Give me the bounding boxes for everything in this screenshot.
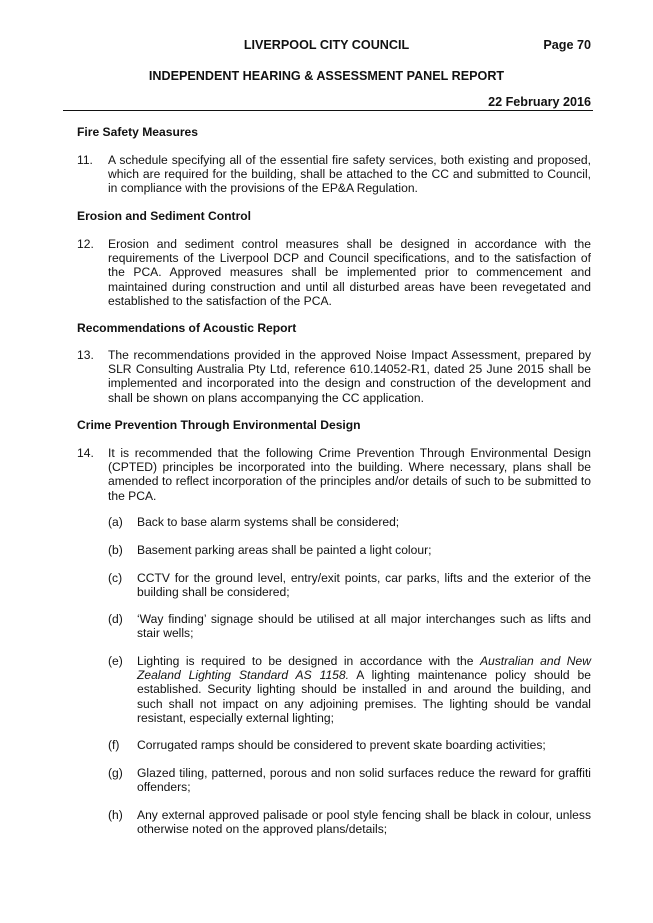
report-date: 22 February 2016 (488, 95, 591, 109)
sub-item-text: Glazed tiling, patterned, porous and non solid surfaces reduce the reward for graffiti offenders; (137, 766, 591, 795)
sub-item-letter: (f) (108, 738, 120, 752)
sub-item-letter: (e) (108, 654, 123, 668)
header-divider (63, 110, 593, 111)
sub-item-letter: (c) (108, 571, 123, 585)
section-heading-acoustic: Recommendations of Acoustic Report (77, 321, 297, 335)
sub-item-letter: (g) (108, 766, 123, 780)
sub-item-letter: (d) (108, 612, 123, 626)
lighting-text-start: Lighting is required to be designed in accordance with the (137, 654, 480, 668)
lighting-text-end: A lighting maintenance policy should be established. Security lighting should be installed in and around the building, and such shall not impact on any adjoining premises. The lighting should be vandal resistant, especially external lighting; (137, 668, 591, 725)
sub-item-text: Basement parking areas shall be painted a light colour; (137, 543, 432, 557)
council-name: LIVERPOOL CITY COUNCIL (243, 38, 410, 52)
condition-text: The recommendations provided in the approved Noise Impact Assessment, prepared by SLR Consulting Australia Pty Ltd, reference 610.14052-R1, dated 25 June 2015 shall be implemented and incorporated into the design and construction of the development and shall be shown on plans accompanying the CC application. (108, 348, 591, 405)
sub-item-text-lighting (137, 654, 591, 725)
sub-item-text: Back to base alarm systems shall be considered; (137, 515, 400, 529)
sub-item-text: ‘Way finding’ signage should be utilised at all major interchanges such as lifts and stair wells; (137, 612, 591, 641)
condition-number: 13. (77, 348, 94, 362)
page-number: Page 70 (543, 38, 591, 52)
report-title: INDEPENDENT HEARING & ASSESSMENT PANEL REPORT (148, 69, 505, 83)
condition-number: 11. (77, 153, 93, 167)
condition-number: 12. (77, 237, 94, 251)
sub-item-text: Any external approved palisade or pool style fencing shall be black in colour, unless otherwise noted on the approved plans/details; (137, 808, 591, 837)
sub-item-letter: (b) (108, 543, 123, 557)
sub-item-letter: (a) (108, 515, 123, 529)
condition-text: It is recommended that the following Crime Prevention Through Environmental Design (CPTED) principles be incorporated into the building. Where necessary, plans shall be amended to reflect incorporation of the principles and/or details of such to be submitted to the PCA. (108, 446, 591, 503)
sub-item-text: CCTV for the ground level, entry/exit points, car parks, lifts and the exterior of the building shall be considered; (137, 571, 591, 600)
section-heading-fire-safety: Fire Safety Measures (77, 125, 198, 139)
section-heading-cpted: Crime Prevention Through Environmental Design (77, 418, 361, 432)
condition-text: Erosion and sediment control measures shall be designed in accordance with the requirements of the Liverpool DCP and Council specifications, and to the satisfaction of the PCA. Approved measures shall be implemented prior to commencement and maintained during construction and until all disturbed areas have been revegetated and established to the satisfaction of the PCA. (108, 237, 591, 308)
condition-number: 14. (77, 446, 94, 460)
sub-item-letter: (h) (108, 808, 123, 822)
lighting-standard-reference: Australian and New Zealand Lighting Standard AS 1158. (137, 654, 592, 683)
section-heading-erosion: Erosion and Sediment Control (77, 209, 252, 223)
sub-item-text: Corrugated ramps should be considered to prevent skate boarding activities; (137, 738, 546, 752)
condition-text: A schedule specifying all of the essential fire safety services, both existing and proposed, which are required for the building, shall be attached to the CC and submitted to Council, in compliance with the provisions of the EP&A Regulation. (108, 153, 591, 196)
